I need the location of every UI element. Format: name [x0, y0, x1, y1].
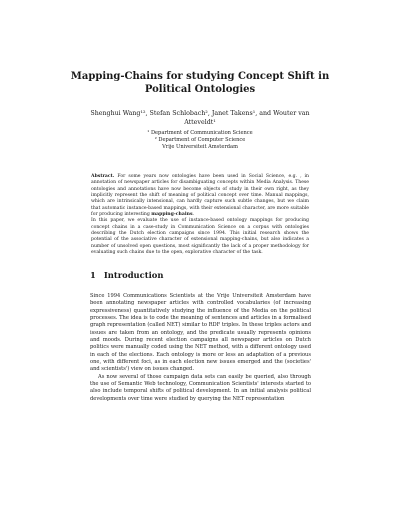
- section-title: Introduction: [103, 270, 164, 280]
- abstract-label: Abstract.: [91, 174, 115, 179]
- title-line-1: Mapping-Chains for studying Concept Shift in: [70, 71, 330, 82]
- affiliations: [60, 130, 340, 150]
- affiliation-1: ¹ Department of Communication Science: [147, 130, 253, 136]
- affiliation-2: ² Department of Computer Science: [154, 136, 246, 143]
- section-number: 1: [90, 270, 96, 280]
- abstract-text-1-end: .: [192, 212, 194, 218]
- affiliation-3: Vrije Universiteit Amsterdam: [162, 143, 238, 150]
- abstract-paragraph-2: In this paper, we evaluate the use of instance-based ontology mappings for producing concept chains in a case-study in Communication Science on a corpus with ontologies describing the Dutch election campaigns since 1994. This initial research shows the potential of the associative character of extensional mapping-chains, but also indicates a number of unsolved open questions, most significantly the lack of a proper methodology for evaluating such chains due to the open, explorative character of the task.: [91, 218, 309, 256]
- body-text: [90, 293, 311, 403]
- body-paragraph-2: As now several of those campaign data sets can easily be queried, also through the use of Semantic Web technology, Communication Scientists' interests started to also include temporal shifts of political development. In an initial analysis political developments over time were studied by querying the NET representation: [90, 373, 311, 402]
- abstract-emphasis: mapping-chains: [151, 212, 193, 218]
- abstract-paragraph-1: [91, 174, 309, 218]
- authors-line-1: Shenghui Wang¹², Stefan Schlobach², Janet Takens¹, and Wouter van: [90, 110, 310, 117]
- title-line-2: Political Ontologies: [144, 84, 256, 95]
- body-paragraph-1: Since 1994 Communications Scientists at the Vrije Universiteit Amsterdam have been annotating newspaper articles with controlled vocabularies (of increasing expressiveness) quantitatively studying the influence of the Media on the political processes. The idea is to code the meaning of sentences and articles in a formalised graph representation (called NET) similar to RDF triples. In these triples actors and issues are taken from an ontology, and the predicate usually represents opinions and moods. During recent election campaigns all newspaper articles on Dutch politics were manually coded using the NET method, with a different ontology used in each of the elections. Each ontology is more or less an adaptation of a previous one, with different foci, as in each election new issues emerged and the (societies' and scientists') view on issues changed.: [90, 293, 311, 373]
- authors-line-2: Atteveldt¹: [184, 118, 216, 126]
- abstract: [91, 174, 309, 256]
- abstract-text-1: For some years now ontologies have been used in Social Science, e.g. , in annotation of newspaper articles for disambiguating concepts within Media Analysis. These ontologies and annotations have now become objects of study in their own right, as they implicitly represent the shift of meaning of political concept over time. Manual mappings, which are intrinsically intensional, can hardly capture such subtle changes, but we claim that automatic instance-based mappings, with their extensional character, are more suitable for producing interesting: [91, 174, 309, 218]
- paper-title: [60, 70, 340, 96]
- section-heading: [90, 270, 163, 281]
- author-list: [40, 110, 360, 127]
